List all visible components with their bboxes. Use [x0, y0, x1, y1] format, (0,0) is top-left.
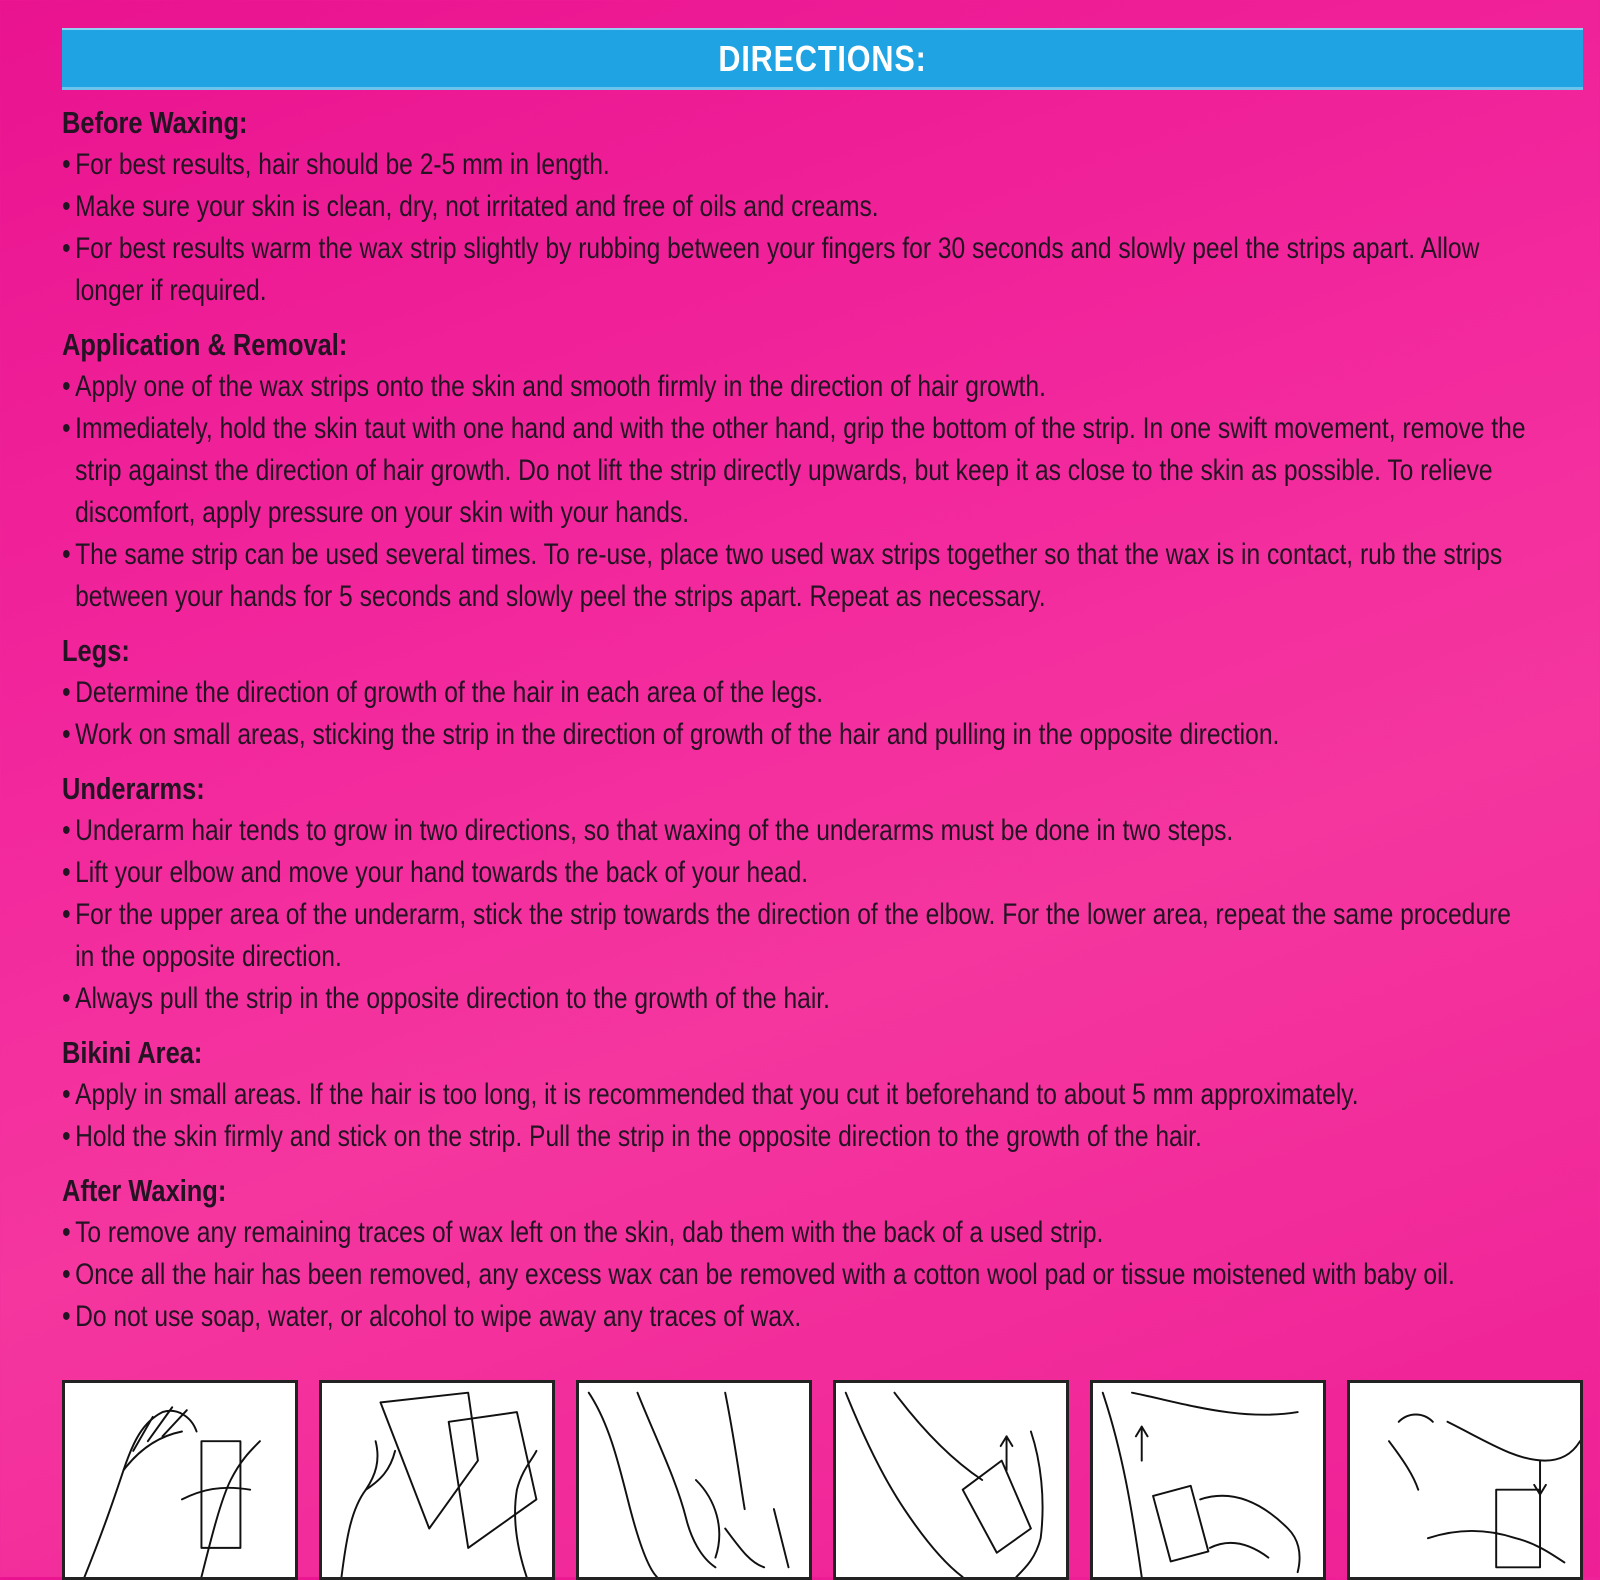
bullet-icon: •: [62, 1078, 71, 1111]
instruction-item: [62, 228, 1535, 312]
bullet-icon: •: [62, 1120, 71, 1153]
section-heading: After Waxing:: [62, 1173, 227, 1208]
instruction-item: [62, 534, 1535, 618]
instruction-item: [62, 852, 1535, 894]
instruction-text: Apply one of the wax strips onto the skin and smooth firmly in the direction of hair growth.: [75, 370, 1046, 403]
instruction-item: [62, 714, 1535, 756]
underarm-strip-icon: [1347, 1380, 1583, 1580]
bullet-icon: •: [62, 538, 71, 571]
bullet-icon: •: [62, 412, 71, 445]
directions-banner: [62, 28, 1583, 90]
instruction-text: For best results, hair should be 2-5 mm in length.: [75, 148, 610, 181]
illustration-strip: [62, 1380, 1583, 1577]
instruction-item: [62, 978, 1535, 1020]
instruction-text: Determine the direction of growth of the hair in each area of the legs.: [75, 676, 824, 709]
instruction-item: [62, 1254, 1535, 1296]
bullet-icon: •: [62, 1258, 71, 1291]
instruction-text: Lift your elbow and move your hand towards the back of your head.: [75, 856, 809, 889]
instruction-list: [62, 1212, 1592, 1338]
instruction-item: [62, 810, 1535, 852]
peeling-strips-apart-icon: [319, 1380, 555, 1580]
section-after-waxing: [62, 1170, 1592, 1338]
section-application-removal: [62, 324, 1592, 618]
instruction-text: Do not use soap, water, or alcohol to wipe away any traces of wax.: [75, 1300, 802, 1333]
instruction-item: [62, 1296, 1535, 1338]
instruction-item: [62, 144, 1535, 186]
rubbing-strip-between-hands-icon: [62, 1380, 298, 1580]
instruction-item: [62, 1074, 1535, 1116]
section-bikini-area: [62, 1032, 1592, 1158]
instruction-list: [62, 810, 1592, 1020]
bullet-icon: •: [62, 856, 71, 889]
instruction-item: [62, 672, 1535, 714]
directions-title: DIRECTIONS:: [718, 37, 927, 79]
section-heading: Before Waxing:: [62, 105, 248, 140]
section-legs: [62, 630, 1592, 756]
bullet-icon: •: [62, 232, 71, 265]
bullet-icon: •: [62, 814, 71, 847]
instruction-item: [62, 1212, 1535, 1254]
instruction-list: [62, 144, 1592, 312]
instruction-text: Underarm hair tends to grow in two directions, so that waxing of the underarms must be done in two steps.: [75, 814, 1234, 847]
bullet-icon: •: [62, 982, 71, 1015]
instruction-text: Apply in small areas. If the hair is too long, it is recommended that you cut it beforehand to about 5 mm approximately.: [75, 1078, 1359, 1111]
bullet-icon: •: [62, 190, 71, 223]
instruction-text: For the upper area of the underarm, stick the strip towards the direction of the elbow. For the lower area, repeat the same procedure in the opposite direction.: [75, 898, 1511, 973]
instruction-list: [62, 366, 1592, 618]
bullet-icon: •: [62, 898, 71, 931]
section-heading: Application & Removal:: [62, 327, 348, 362]
instruction-text: Always pull the strip in the opposite direction to the growth of the hair.: [75, 982, 830, 1015]
instruction-list: [62, 672, 1592, 756]
instruction-text: Once all the hair has been removed, any excess wax can be removed with a cotton wool pad or tissue moistened with baby oil.: [75, 1258, 1455, 1291]
instruction-text: To remove any remaining traces of wax left on the skin, dab them with the back of a used strip.: [75, 1216, 1104, 1249]
instruction-item: [62, 894, 1535, 978]
section-underarms: [62, 768, 1592, 1020]
legs-applying-strip-icon: [576, 1380, 812, 1580]
instruction-text: Make sure your skin is clean, dry, not irritated and free of oils and creams.: [75, 190, 879, 223]
bikini-area-strip-icon: [1090, 1380, 1326, 1580]
section-heading: Bikini Area:: [62, 1035, 203, 1070]
instruction-item: [62, 1116, 1535, 1158]
instruction-text: For best results warm the wax strip slightly by rubbing between your fingers for 30 seconds and slowly peel the strips apart. Allow longer if required.: [75, 232, 1480, 307]
section-heading: Legs:: [62, 633, 130, 668]
instruction-text: Work on small areas, sticking the strip in the direction of growth of the hair and pulling in the opposite direction.: [75, 718, 1280, 751]
bullet-icon: •: [62, 148, 71, 181]
instruction-text: The same strip can be used several times. To re-use, place two used wax strips together so that the wax is in contact, rub the strips between your hands for 5 seconds and slowly peel the strips apart. Repeat as necessary.: [75, 538, 1503, 613]
directions-content: [62, 102, 1592, 1338]
section-before-waxing: [62, 102, 1592, 312]
leg-pulling-strip-icon: [833, 1380, 1069, 1580]
instruction-item: [62, 186, 1535, 228]
bullet-icon: •: [62, 718, 71, 751]
section-heading: Underarms:: [62, 771, 205, 806]
instruction-text: Hold the skin firmly and stick on the strip. Pull the strip in the opposite direction to the growth of the hair.: [75, 1120, 1202, 1153]
bullet-icon: •: [62, 1216, 71, 1249]
instruction-list: [62, 1074, 1592, 1158]
bullet-icon: •: [62, 370, 71, 403]
bullet-icon: •: [62, 676, 71, 709]
bullet-icon: •: [62, 1300, 71, 1333]
instruction-item: [62, 408, 1535, 534]
instruction-item: [62, 366, 1535, 408]
instruction-text: Immediately, hold the skin taut with one hand and with the other hand, grip the bottom of the strip. In one swift movement, remove the strip against the direction of hair growth. Do not lift the strip directly upwards, but keep it as close to the skin as possible. To relieve discomfort, apply pressure on your skin with your hands.: [75, 412, 1526, 529]
